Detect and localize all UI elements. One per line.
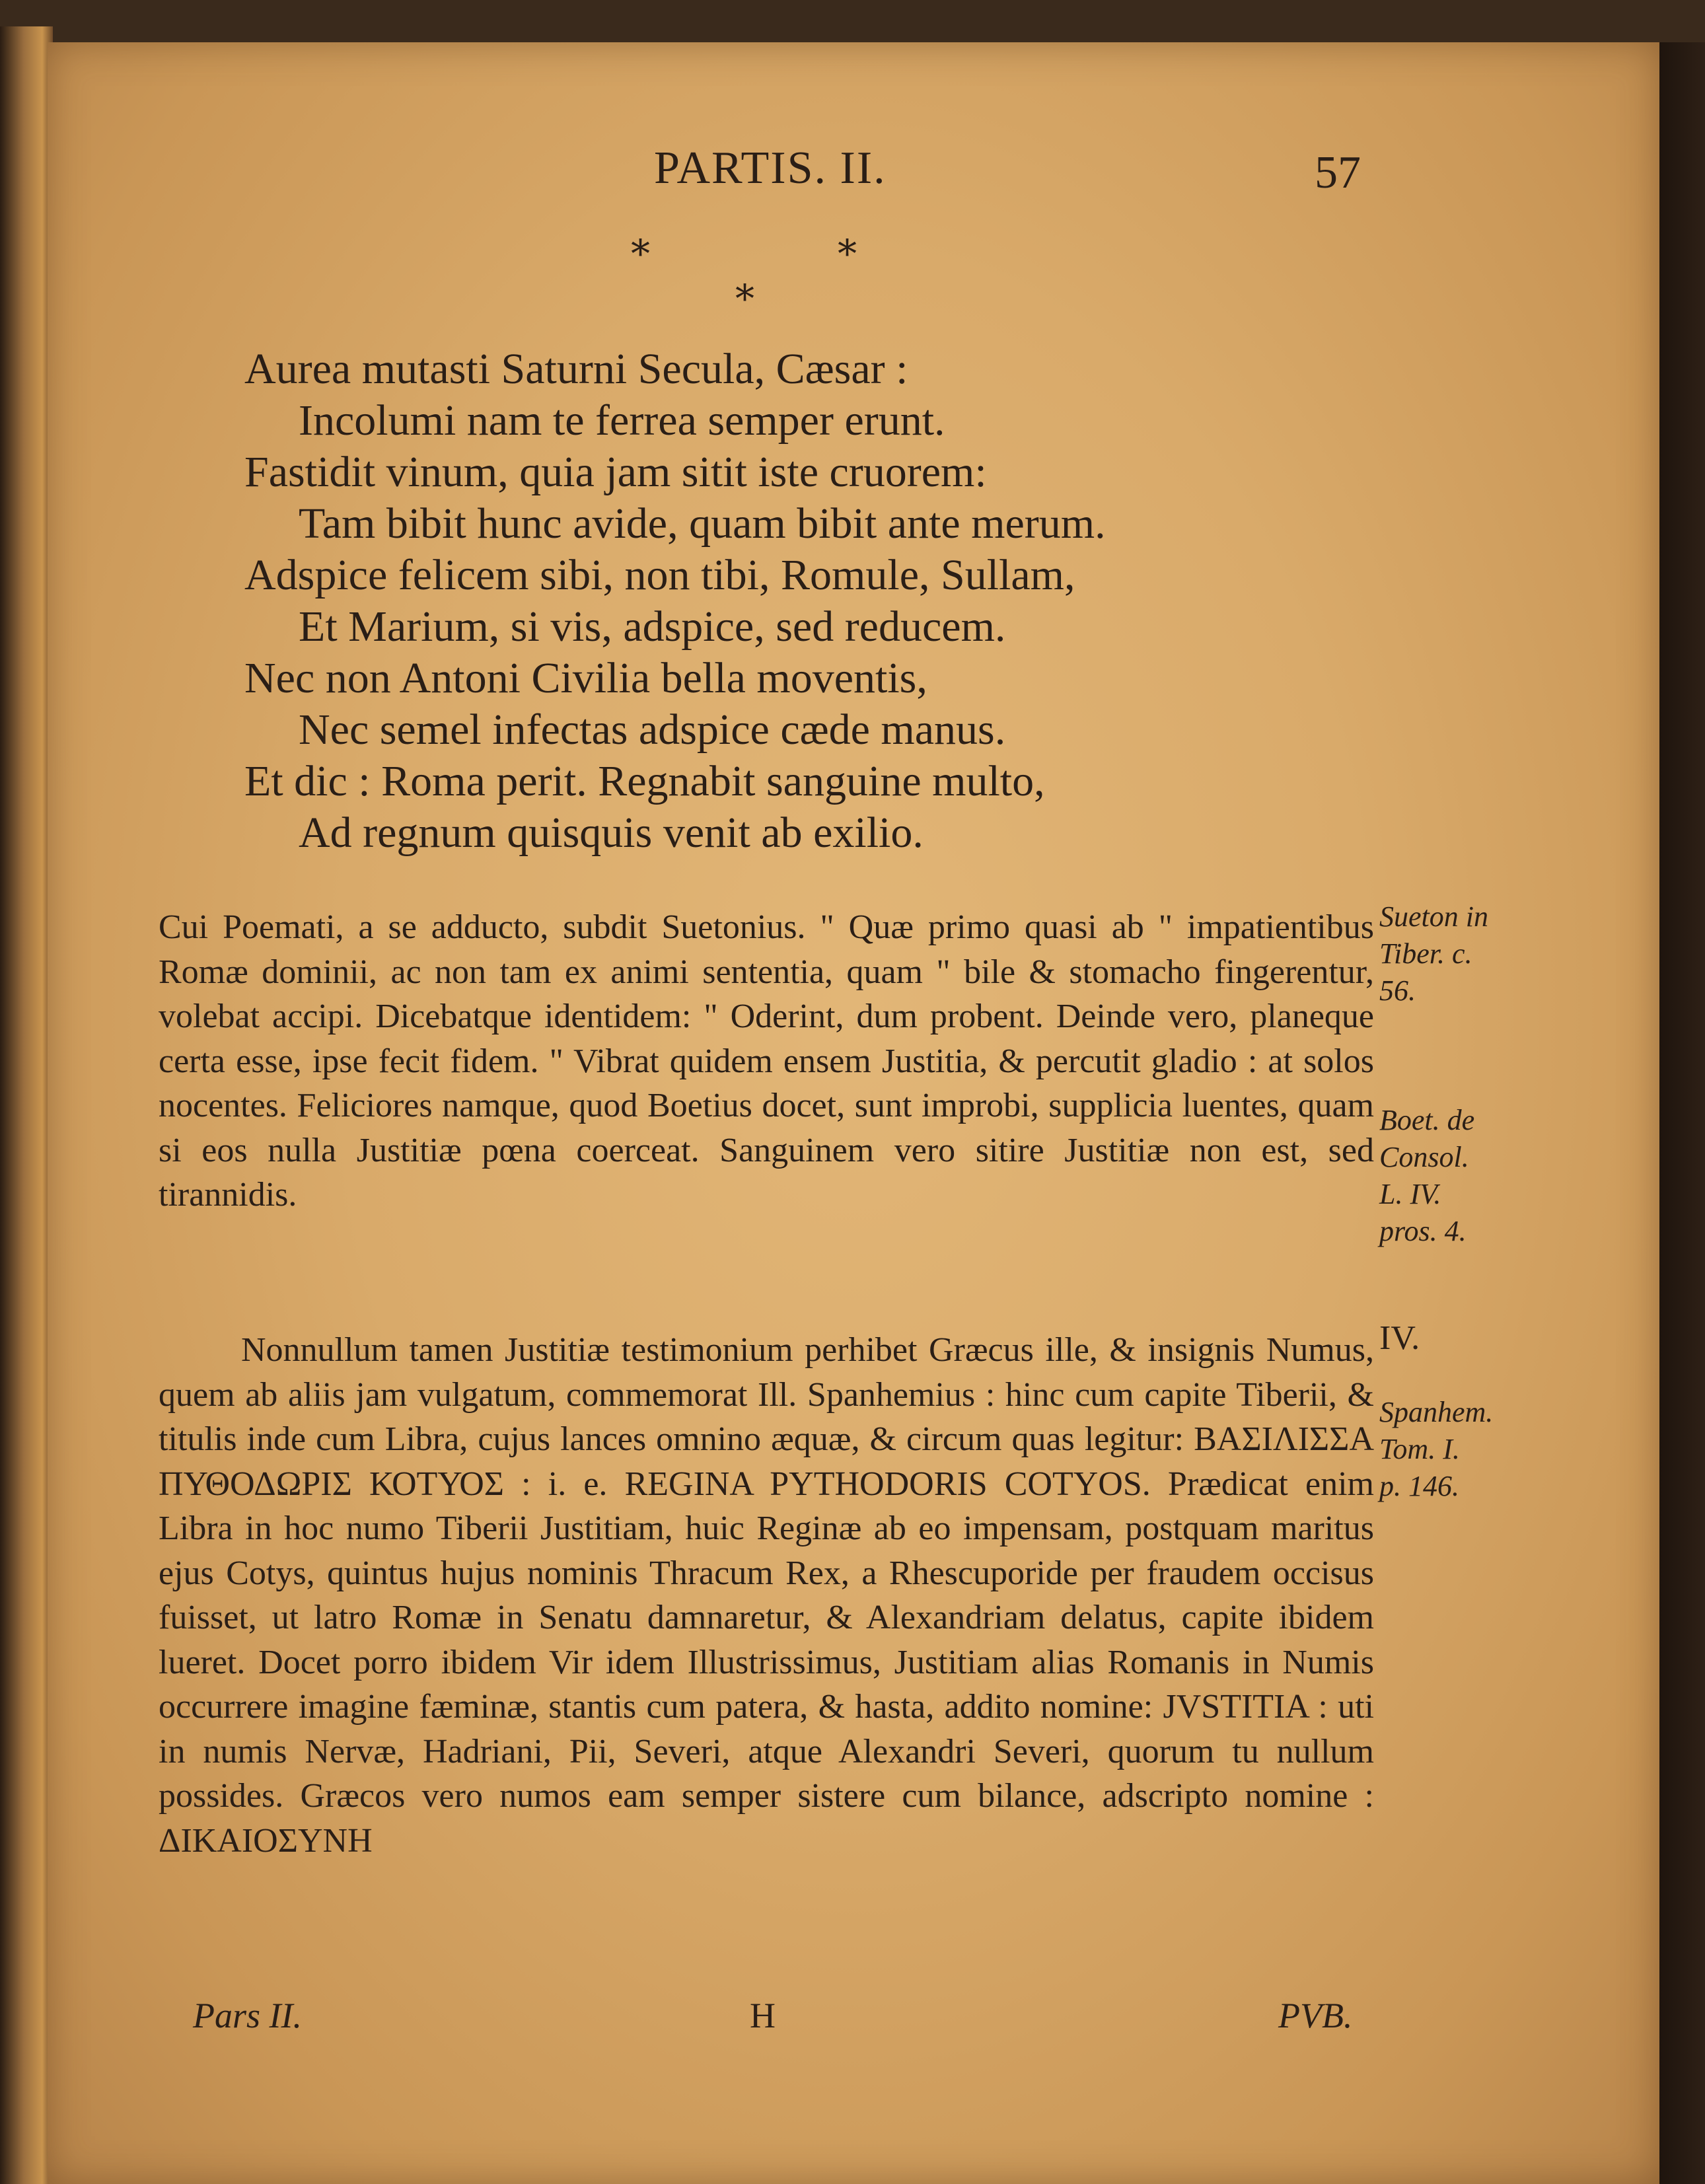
footer-catchword: PVB. (1278, 1996, 1353, 2035)
poem-line: Incolumi nam te ferrea semper erunt. (299, 396, 945, 445)
poem-line: Nec non Antoni Civilia bella moventis, (244, 654, 927, 702)
paragraph-justitia (159, 1328, 1374, 1863)
poem-line: Adspice felicem sibi, non tibi, Romule, Sullam, (244, 551, 1075, 599)
margin-note-line: Tom. I. (1379, 1433, 1460, 1465)
margin-note-line: 56. (1379, 974, 1416, 1007)
poem (244, 344, 1400, 859)
paragraph-text: Cui Poemati, a se adducto, subdit Suetonius. " Quæ primo quasi ab " impatientibus Romæ dominii, ac non tam ex animi sententia, quam " bile & stomacho fingerentur, volebat accipi. Dicebatque identidem: " Oderint, dum probent. Deinde vero, planeque certa esse, ipse fecit fidem. " Vibrat quidem ensem Justitia, & percutit gladio : at solos nocentes. Feliciores namque, quod Boetius docet, sunt improbi, supplicia luentes, quam si eos nulla Justitiæ pœna coerceat. Sanguinem vero sitire Justitiæ non est, sed tirannidis. (159, 908, 1374, 1214)
poem-line: Et dic : Roma perit. Regnabit sanguine multo, (244, 757, 1045, 805)
margin-note-line: Consol. (1379, 1141, 1469, 1173)
margin-note-line: Tiber. c. (1379, 937, 1472, 970)
margin-note-boetius (1379, 1102, 1538, 1250)
poem-line: Ad regnum quisquis venit ab exilio. (299, 809, 924, 857)
section-number: IV. (1379, 1319, 1420, 1357)
paragraph-text: Nonnullum tamen Justitiæ testimonium perhibet Græcus ille, & insignis Numus, quem ab aliis jam vulgatum, commemorat Ill. Spanhemius : hinc cum capite Tiberii, & titulis inde cum Libra, cujus lances omnino æquæ, & circum quas legitur: ΒΑΣΙΛΙΣΣΑ ΠΥΘΟΔΩΡΙΣ ΚΟΤΥΟΣ : i. e. REGINA PYTHODORIS COTYOS. Prædicat enim Libra in hoc numo Tiberii Justitiam, huic Reginæ ab eo impensam, postquam maritus ejus Cotys, quintus hujus nominis Thracum Rex, a Rhescuporide per fraudem occisus fuisset, ut latro Romæ in Senatu damnaretur, & Alexandriam delatus, capite ibidem lueret. Docet porro ibidem Vir idem Illustrissimus, Justitiam alias Romanis in Numis occurrere imagine fæminæ, stantis cum patera, & hasta, addito nomine: JVSTITIA : uti in numis Nervæ, Hadriani, Pii, Severi, atque Alexandri Severi, quorum tu nullum possides. Græcos vero numos eam semper sistere cum bilance, adscripto nomine : ΔΙΚΑΙΟΣΥΝΗ (159, 1331, 1374, 1860)
left-page-edge (0, 26, 53, 2184)
margin-note-spanhem (1379, 1394, 1538, 1505)
margin-note-line: p. 146. (1379, 1470, 1459, 1502)
running-title: PARTIS. II. (654, 143, 887, 194)
poem-line: Tam bibit hunc avide, quam bibit ante merum. (299, 499, 1106, 548)
margin-note-sueton (1379, 898, 1538, 1009)
asterism-star-bottom: * (735, 276, 754, 321)
footer-gathering-mark: H (750, 1996, 776, 2035)
poem-line: Et Marium, si vis, adspice, sed reducem. (299, 602, 1006, 651)
margin-note-line: Spanhem. (1379, 1396, 1494, 1428)
margin-note-line: pros. 4. (1379, 1215, 1467, 1247)
asterism-star-right: * (838, 231, 857, 276)
footer-signature: Pars II. (193, 1996, 302, 2035)
page-number: 57 (1315, 147, 1361, 198)
poem-line: Fastidit vinum, quia jam sitit iste cruorem: (244, 448, 987, 496)
margin-note-line: Boet. de (1379, 1104, 1475, 1136)
right-dark-edge (1659, 42, 1705, 2184)
margin-note-line: Sueton in (1379, 900, 1488, 933)
paragraph-suetonius (159, 905, 1374, 1218)
asterism-star-left: * (631, 231, 650, 276)
margin-note-line: L. IV. (1379, 1178, 1441, 1210)
poem-line: Nec semel infectas adspice cæde manus. (299, 706, 1006, 754)
poem-line: Aurea mutasti Saturni Secula, Cæsar : (244, 345, 908, 393)
